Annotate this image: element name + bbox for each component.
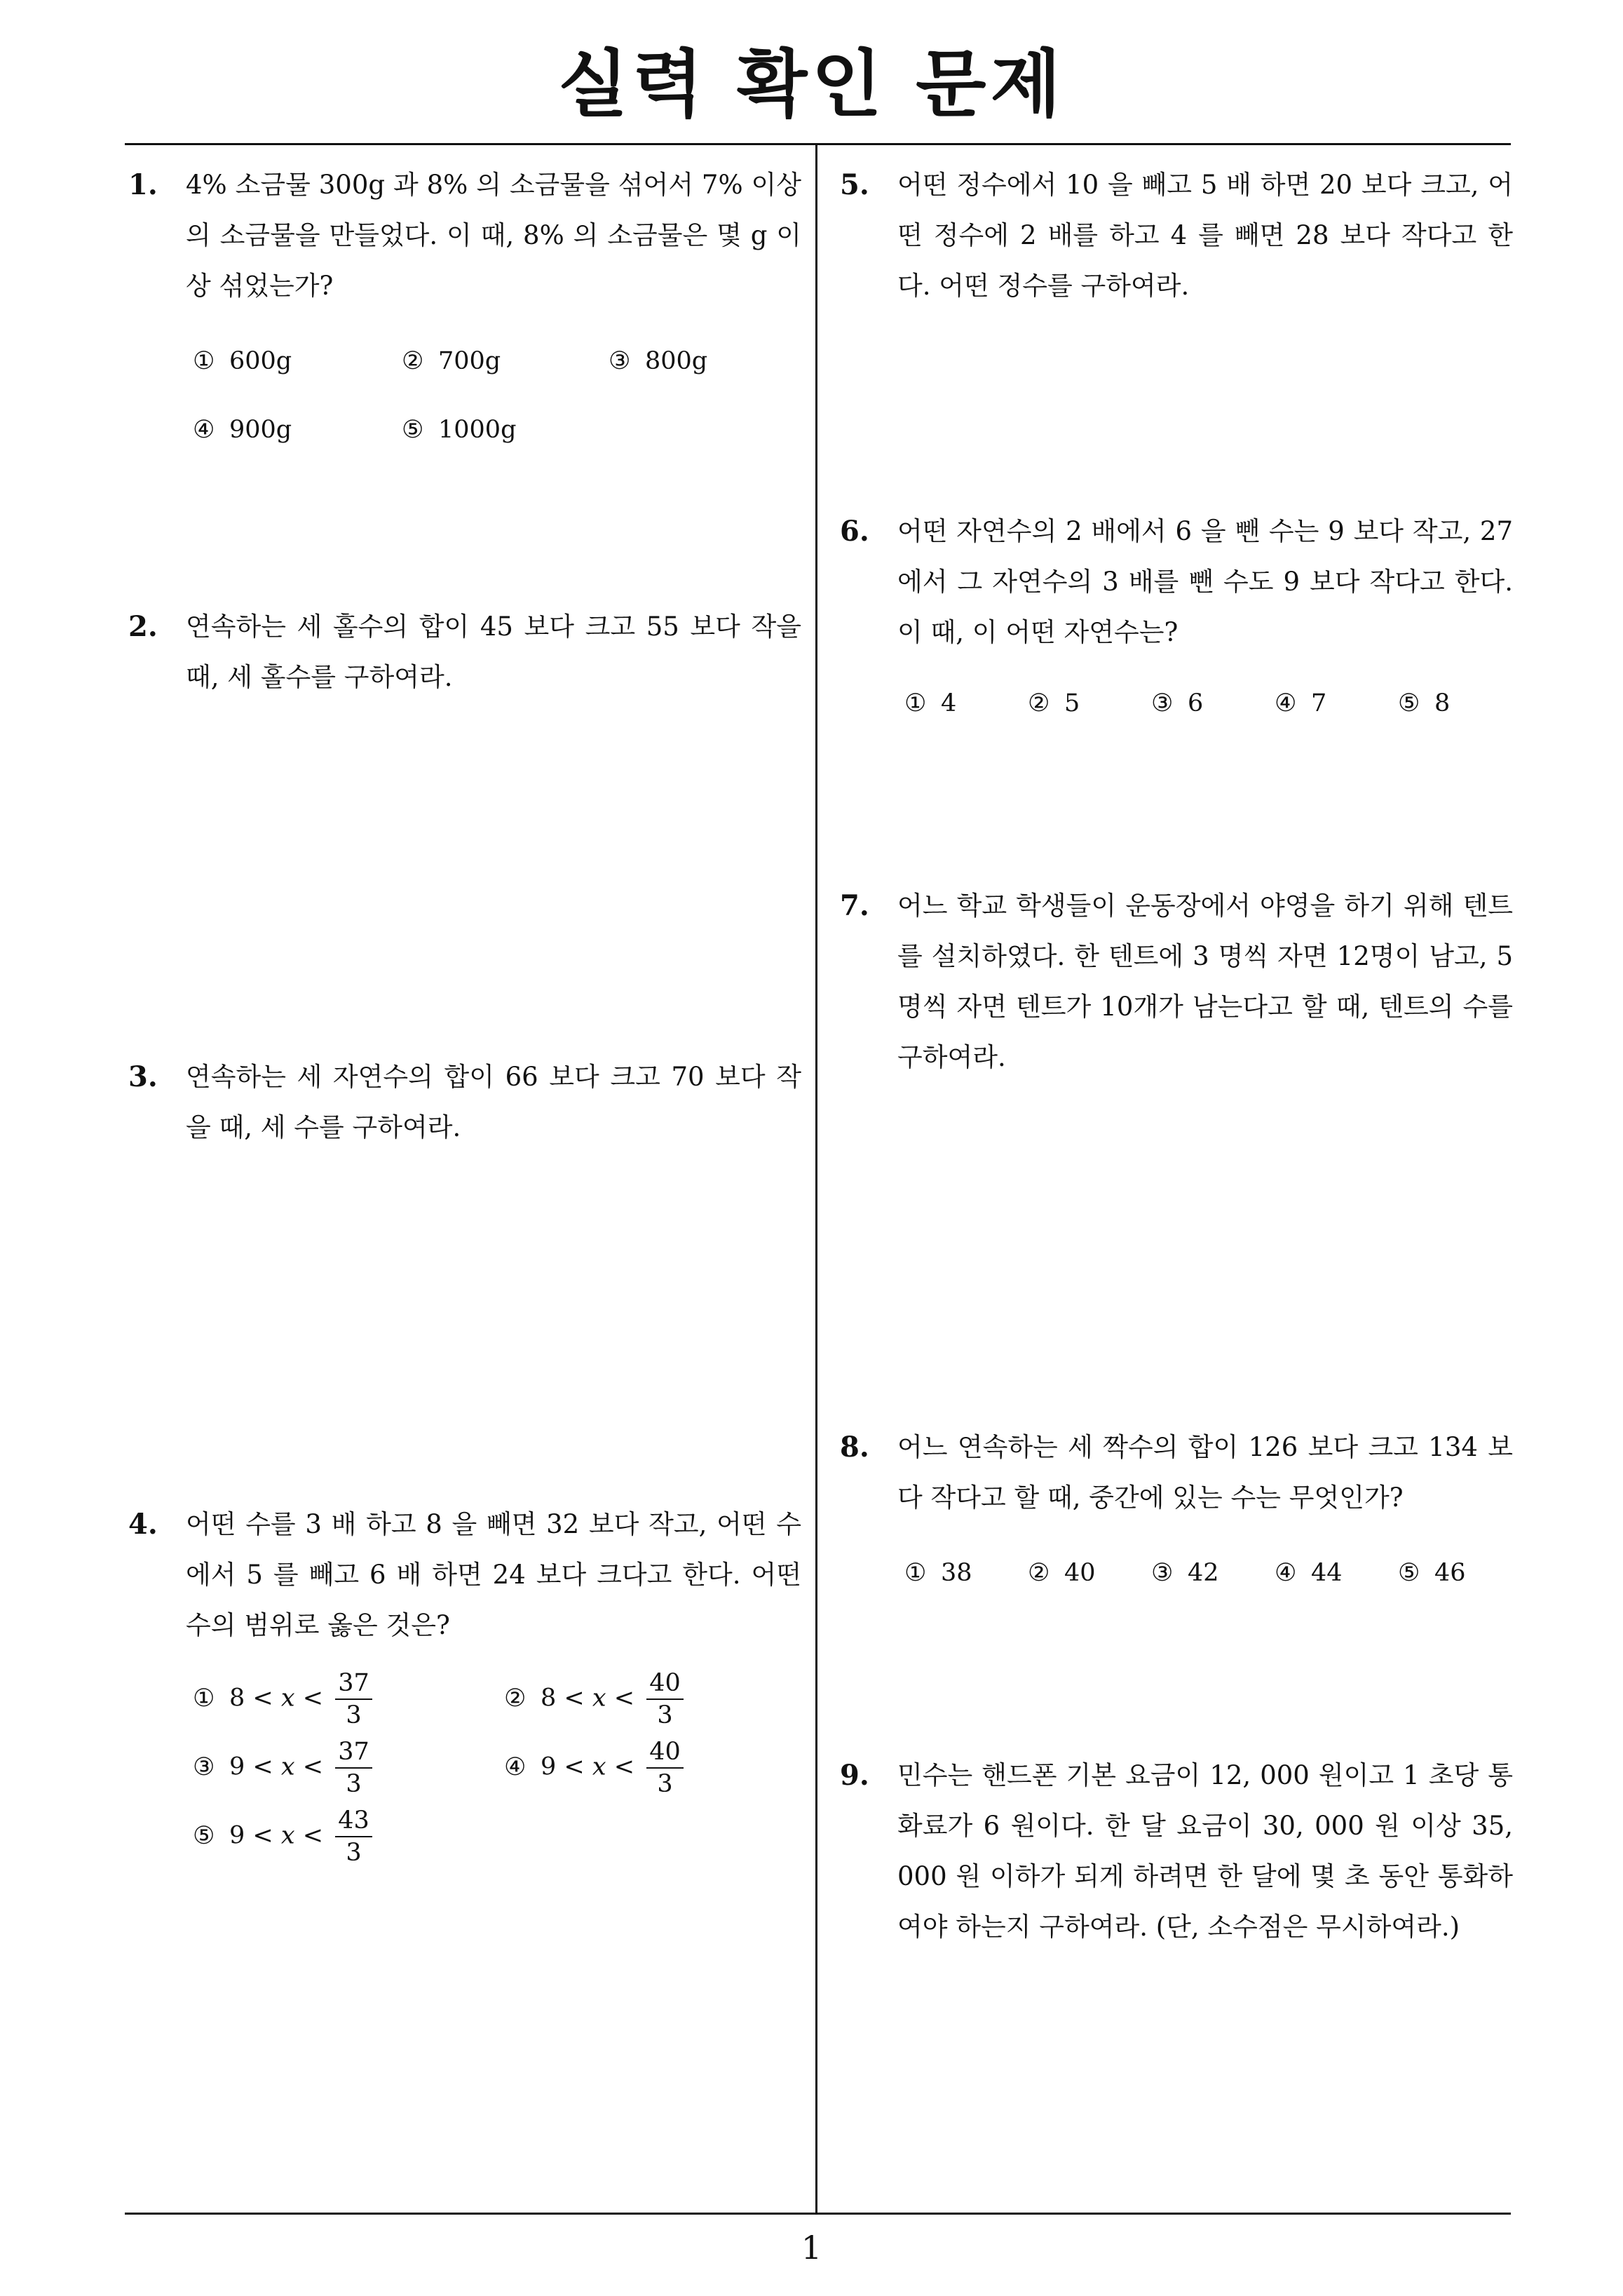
choice-mark: ④	[193, 416, 215, 444]
choice-text: 900g	[229, 416, 292, 444]
denominator: 3	[657, 1701, 673, 1729]
question-6	[840, 506, 1513, 745]
choice-text: 600g	[229, 347, 292, 375]
question-text: 어느 학교 학생들이 운동장에서 야영을 하기 위해 텐트를 설치하였다. 한 텐트에 3 명씩 자면 12명이 남고, 5 명씩 자면 텐트가 10개가 남는다고 할 때, 텐트의 수를 구하여라.	[897, 891, 1513, 1072]
choice-5[interactable]	[1398, 1555, 1466, 1591]
question-1	[128, 160, 801, 461]
choice-text: 42	[1188, 1559, 1219, 1587]
choice-text: 8	[1434, 689, 1451, 717]
question-number: 2.	[128, 610, 158, 643]
choice-5[interactable]	[402, 412, 516, 447]
choice-5[interactable]	[193, 1805, 372, 1868]
choice-mark: ②	[1028, 689, 1050, 717]
question-number: 8.	[840, 1431, 869, 1464]
choice-lhs: 8 <	[541, 1684, 585, 1713]
bottom-rule	[125, 2213, 1511, 2215]
choice-op: <	[613, 1753, 635, 1781]
choice-mark: ③	[193, 1753, 215, 1781]
choice-mark: ①	[904, 689, 927, 717]
choice-1[interactable]	[193, 344, 292, 379]
choice-lhs: 8 <	[229, 1684, 273, 1713]
choice-mark: ③	[609, 347, 631, 375]
numerator: 37	[335, 1668, 372, 1700]
variable-x: x	[280, 1821, 295, 1850]
question-text: 어떤 자연수의 2 배에서 6 을 뺀 수는 9 보다 작고, 27 에서 그 자연수의 3 배를 뺀 수도 9 보다 작다고 한다. 이 때, 이 어떤 자연수는?	[897, 516, 1513, 647]
numerator: 37	[335, 1736, 372, 1769]
top-rule	[125, 143, 1511, 145]
choice-mark: ①	[904, 1559, 927, 1587]
question-number: 7.	[840, 889, 869, 922]
choice-4[interactable]	[504, 1736, 684, 1799]
question-number: 6.	[840, 515, 869, 548]
fraction	[646, 1668, 684, 1731]
denominator: 3	[346, 1701, 362, 1729]
question-number: 5.	[840, 168, 869, 201]
question-number: 1.	[128, 168, 158, 201]
question-text: 연속하는 세 홀수의 합이 45 보다 크고 55 보다 작을 때, 세 홀수를 구하여라.	[186, 612, 801, 692]
choice-text: 46	[1434, 1559, 1466, 1587]
choice-text: 40	[1064, 1559, 1096, 1587]
choice-text: 4	[941, 689, 957, 717]
choice-text: 7	[1311, 689, 1327, 717]
page-number: 1	[801, 2229, 822, 2267]
choice-text: 6	[1188, 689, 1204, 717]
choice-5[interactable]	[1398, 686, 1450, 721]
choice-1[interactable]	[904, 686, 956, 721]
choice-mark: ⑤	[1398, 689, 1420, 717]
choice-text: 700g	[438, 347, 501, 375]
choice-4[interactable]	[193, 412, 292, 447]
denominator: 3	[346, 1839, 362, 1867]
question-3	[128, 1052, 801, 1164]
choice-mark: ④	[1275, 689, 1297, 717]
choice-3[interactable]	[1151, 1555, 1219, 1591]
choice-op: <	[302, 1821, 324, 1850]
variable-x: x	[592, 1753, 606, 1781]
question-8	[840, 1422, 1513, 1612]
question-7	[840, 881, 1513, 1091]
question-number: 3.	[128, 1060, 158, 1093]
choice-4[interactable]	[1275, 686, 1326, 721]
choice-4[interactable]	[1275, 1555, 1343, 1591]
choice-text: 800g	[645, 347, 708, 375]
choice-lhs: 9 <	[229, 1753, 273, 1781]
question-4	[128, 1499, 801, 1892]
question-text: 4% 소금물 300g 과 8% 의 소금물을 섞어서 7% 이상의 소금물을 만들었다. 이 때, 8% 의 소금물은 몇 g 이상 섞었는가?	[186, 170, 801, 301]
choice-lhs: 9 <	[229, 1821, 273, 1850]
choice-mark: ④	[504, 1753, 527, 1781]
choice-text: 5	[1064, 689, 1080, 717]
choice-text: 44	[1311, 1559, 1343, 1587]
choice-lhs: 9 <	[541, 1753, 585, 1781]
question-9	[840, 1750, 1513, 1961]
choice-mark: ③	[1151, 689, 1174, 717]
choice-2[interactable]	[1028, 686, 1080, 721]
fraction	[335, 1805, 372, 1868]
choice-mark: ⑤	[1398, 1559, 1420, 1587]
choice-mark: ⑤	[193, 1821, 215, 1850]
choice-op: <	[302, 1684, 324, 1713]
choice-mark: ②	[402, 347, 424, 375]
choice-mark: ⑤	[402, 416, 424, 444]
fraction	[335, 1736, 372, 1799]
page-title: 실력 확인 문제	[557, 41, 1066, 127]
choice-3[interactable]	[609, 344, 707, 379]
question-number: 4.	[128, 1508, 158, 1541]
question-text: 어떤 수를 3 배 하고 8 을 빼면 32 보다 작고, 어떤 수에서 5 를 빼고 6 배 하면 24 보다 크다고 한다. 어떤 수의 범위로 옳은 것은?	[186, 1509, 801, 1640]
numerator: 43	[335, 1805, 372, 1837]
choice-text: 38	[941, 1559, 972, 1587]
variable-x: x	[592, 1684, 606, 1713]
choice-2[interactable]	[504, 1668, 684, 1731]
choice-mark: ②	[504, 1684, 527, 1713]
question-text: 어느 연속하는 세 짝수의 합이 126 보다 크고 134 보다 작다고 할 때, 중간에 있는 수는 무엇인가?	[897, 1432, 1513, 1513]
choice-op: <	[302, 1753, 324, 1781]
choice-text: 1000g	[438, 416, 517, 444]
denominator: 3	[657, 1770, 673, 1798]
variable-x: x	[280, 1684, 295, 1713]
question-number: 9.	[840, 1759, 869, 1792]
fraction	[335, 1668, 372, 1731]
question-2	[128, 602, 801, 714]
numerator: 40	[646, 1668, 684, 1700]
choice-mark: ③	[1151, 1559, 1174, 1587]
fraction	[646, 1736, 684, 1799]
column-divider	[815, 144, 817, 2213]
denominator: 3	[346, 1770, 362, 1798]
numerator: 40	[646, 1736, 684, 1769]
choice-2[interactable]	[402, 344, 501, 379]
question-text: 연속하는 세 자연수의 합이 66 보다 크고 70 보다 작을 때, 세 수를 구하여라.	[186, 1062, 801, 1142]
choice-mark: ①	[193, 1684, 215, 1713]
question-5	[840, 160, 1513, 321]
choice-3[interactable]	[193, 1736, 372, 1799]
question-text: 어떤 정수에서 10 을 빼고 5 배 하면 20 보다 크고, 어떤 정수에 2 배를 하고 4 를 빼면 28 보다 작다고 한다. 어떤 정수를 구하여라.	[897, 170, 1513, 301]
choice-op: <	[613, 1684, 635, 1713]
choice-mark: ①	[193, 347, 215, 375]
choice-2[interactable]	[1028, 1555, 1096, 1591]
variable-x: x	[280, 1753, 295, 1781]
choice-1[interactable]	[193, 1668, 372, 1731]
choice-mark: ②	[1028, 1559, 1050, 1587]
question-text: 민수는 핸드폰 기본 요금이 12, 000 원이고 1 초당 통화료가 6 원이다. 한 달 요금이 30, 000 원 이상 35, 000 원 이하가 되게 하려면 한 달에 몇 초 동안 통화하여야 하는지 구하여라. (단, 소수점은 무시하여라.)	[897, 1760, 1513, 1942]
choice-3[interactable]	[1151, 686, 1203, 721]
choice-1[interactable]	[904, 1555, 972, 1591]
choice-mark: ④	[1275, 1559, 1297, 1587]
